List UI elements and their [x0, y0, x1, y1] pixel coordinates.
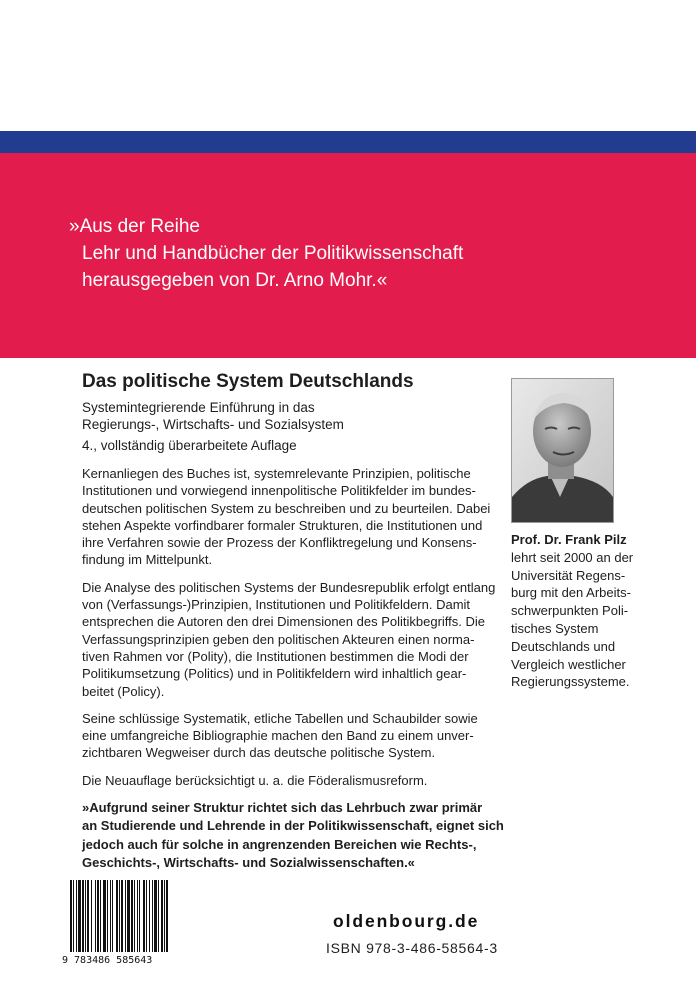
barcode-bar: [127, 880, 130, 952]
barcode-bar: [125, 880, 126, 952]
barcode-bar: [161, 880, 163, 952]
blurb-line: Kernanliegen des Buches ist, systemrelevante Prinzipien, politische: [82, 466, 471, 481]
barcode-bar: [78, 880, 81, 952]
subtitle-line: Systemintegrierende Einführung in das: [82, 400, 315, 415]
author-bio-line: Vergleich westlicher: [511, 656, 626, 672]
barcode-bar: [76, 880, 77, 952]
blurb-line: von (Verfassungs-)Prinzipien, Institutionen und Politikfeldern. Damit: [82, 597, 471, 613]
blurb-line: entsprechen die Autoren den drei Dimensionen des Politikbegriffs. Die: [82, 614, 485, 630]
barcode-bars: [70, 880, 168, 952]
barcode-bar: [91, 880, 92, 952]
edition-note: 4., vollständig überarbeitete Auflage: [82, 438, 297, 453]
barcode-bar: [121, 880, 123, 952]
blurb-line: Die Neuauflage berücksichtigt u. a. die Föderalismusreform.: [82, 772, 428, 788]
barcode-bar: [110, 880, 111, 952]
series-line-1: »Aus der Reihe: [69, 216, 200, 237]
quote-line: Geschichts-, Wirtschafts- und Sozialwissenschaften.«: [82, 855, 415, 871]
blurb-paragraph: [82, 465, 491, 569]
blurb-line: Institutionen und vorwiegend innenpolitische Politikfelder im bundes-: [82, 483, 476, 499]
quote-line: jedoch auch für solche in angrenzenden Bereichen wie Rechts-,: [82, 836, 477, 852]
barcode-bar: [97, 880, 99, 952]
publisher-site: oldenbourg.de: [333, 911, 480, 931]
barcode-bar: [166, 880, 168, 952]
series-line-2: Lehr und Handbücher der Politikwissenschaft: [82, 243, 464, 264]
barcode-bar: [152, 880, 153, 952]
barcode-bar: [82, 880, 84, 952]
subtitle-line: Regierungs-, Wirtschafts- und Sozialsystem: [82, 417, 344, 432]
barcode-bar: [112, 880, 113, 952]
barcode-bar: [107, 880, 108, 952]
barcode-bar: [134, 880, 135, 952]
blurb-line: zichtbaren Wegweiser durch das deutsche politische System.: [82, 745, 436, 761]
book-subtitle: [82, 399, 344, 433]
barcode-bar: [73, 880, 74, 952]
barcode-bar: [139, 880, 140, 952]
barcode-bar: [146, 880, 147, 952]
blurb-line: Die Analyse des politischen Systems der Bundesrepublik erfolgt entlang: [82, 579, 496, 595]
book-title: Das politische System Deutschlands: [82, 371, 414, 392]
blurb-line: findung im Mittelpunkt.: [82, 552, 213, 568]
barcode-bar: [95, 880, 96, 952]
barcode-bar: [164, 880, 165, 952]
barcode-bar: [158, 880, 159, 952]
blurb-paragraph: [82, 579, 496, 700]
author-bio-line: schwerpunkten Poli-: [511, 603, 629, 619]
blurb-line: stehen Aspekte vorfindbarer formaler Strukturen, die Institutionen und: [82, 517, 483, 533]
author-name: Prof. Dr. Frank Pilz: [511, 532, 627, 547]
blurb-line: deutschen politischen System zu beschreiben und zu beurteilen. Dabei: [82, 500, 491, 516]
barcode-bar: [87, 880, 89, 952]
blurb-line: ihre Verfahren sowie der Prozess der Konfliktregelung und Konsens-: [82, 535, 477, 551]
blurb-line: tiven Rahmen vor (Polity), die Institutionen bestimmen die Modi der: [82, 648, 469, 664]
series-note: [69, 213, 463, 294]
barcode-bar: [137, 880, 138, 952]
quote-line: »Aufgrund seiner Struktur richtet sich das Lehrbuch zwar primär: [82, 800, 483, 815]
quote-line: an Studierende und Lehrende in der Politikwissenschaft, eignet sich: [82, 818, 504, 834]
barcode: [62, 880, 227, 965]
barcode-bar: [116, 880, 118, 952]
blurb-line: Seine schlüssige Systematik, etliche Tabellen und Schaubilder sowie: [82, 710, 478, 726]
blurb-paragraph: [82, 772, 487, 789]
barcode-number: 9 783486 585643: [62, 955, 153, 965]
author-bio-line: Universität Regens-: [511, 567, 626, 583]
blurb-line: Verfassungsprinzipien geben den politischen Akteuren einen norma-: [82, 631, 475, 647]
blurb-line: beitet (Policy).: [82, 683, 165, 699]
author-bio-line: lehrt seit 2000 an der: [511, 549, 634, 565]
barcode-bar: [85, 880, 86, 952]
author-bio-line: burg mit den Arbeits-: [511, 585, 631, 601]
barcode-bar: [131, 880, 133, 952]
review-quote: [82, 799, 504, 873]
blue-stripe: [0, 131, 696, 153]
barcode-bar: [70, 880, 72, 952]
blurb: [82, 465, 496, 799]
barcode-bar: [143, 880, 145, 952]
author-bio-line: tisches System: [511, 620, 599, 636]
author-bio-line: Deutschlands und: [511, 638, 616, 654]
barcode-bar: [103, 880, 106, 952]
barcode-bar: [154, 880, 157, 952]
blurb-line: eine umfangreiche Bibliographie machen den Band zu einem unver-: [82, 728, 474, 744]
blurb-paragraph: [82, 710, 487, 762]
barcode-bar: [149, 880, 150, 952]
blurb-line: Politikumsetzung (Politics) und in Politikfeldern wird inhaltlich gear-: [82, 666, 467, 682]
author-photo: [511, 378, 614, 523]
barcode-bar: [119, 880, 120, 952]
isbn: ISBN 978-3-486-58564-3: [326, 940, 498, 956]
author-bio-line: Regierungssysteme.: [511, 674, 630, 690]
author-bio: [511, 531, 633, 691]
barcode-bar: [100, 880, 101, 952]
series-line-3: herausgegeben von Dr. Arno Mohr.«: [82, 270, 388, 291]
